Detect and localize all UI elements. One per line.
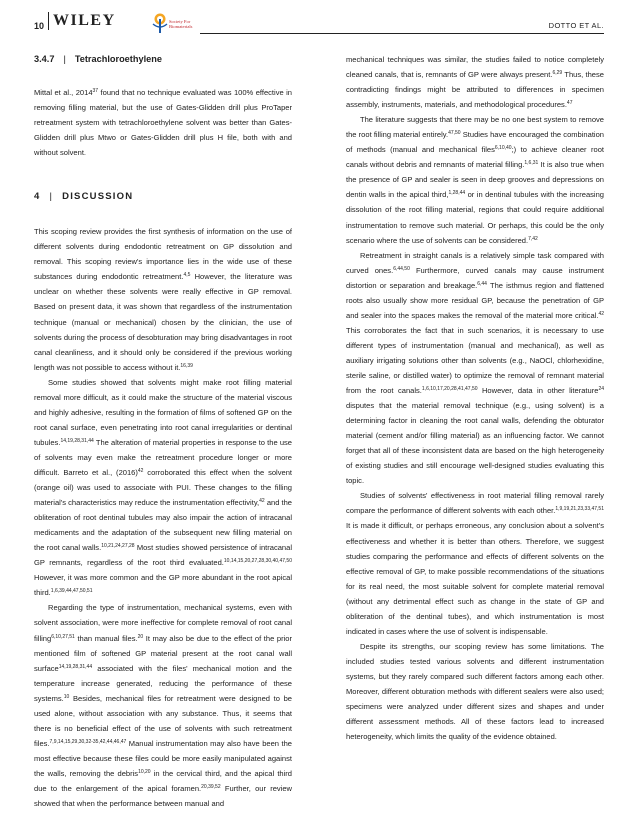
citation-ref: 1,28,44 — [448, 190, 466, 197]
text-run: disputes that the material removal technique (e.g., using solvent) is a determining factor in cleaning the root canal walls, defending the obturator material (cement and/or filling material) as an influencing factor. We cannot forget that all of these inconsistent data are based on the high heterogeneity of existing studies and still encourage well-designed studies evaluating this topic. — [346, 401, 604, 486]
citation-ref: 10,20 — [138, 768, 151, 775]
text-run: The alteration of material properties in response to the use of solvents may even make the retreatment procedure longer or more difficult. Barreto et al., (2016) — [34, 437, 292, 477]
society-logo-text — [169, 19, 192, 29]
text-run: Mittal et al., 2014 — [34, 88, 93, 97]
text-run: corroborated this effect when the solvent (orange oil) was used to associate with PUI. These changes to the filling material's characteristics may reduce the instrumentation effectivity, — [34, 467, 292, 508]
paragraph-continued — [346, 52, 604, 112]
left-column — [34, 52, 292, 811]
society-for-biomaterials-logo — [149, 10, 199, 34]
text-run: Some studies showed that solvents might make root filling material removal more difficult, as it could make the structure of the material viscous and highly adhesive, resulting in the formation of films of softened GP on the root canal surface, even penetrating into root canal irregularities or dentinal tubules. — [34, 377, 292, 447]
text-run: However, the literature was unclear on whether these solvents were really effective in GP removal. Based on present data, it was shown that regardless of the instrumentation technique (manual or mechanical) chosen by the clinician, the use of solvents during the process of desobturation may bring disadvantages in root canal cleanliness, and it should only be considered if the previous working length was not possible to access without it. — [34, 272, 293, 372]
text-run: However, it was more common and the GP more abundant in the root apical third. — [34, 573, 292, 598]
text-run: Studies of solvents' effectiveness in root material filling removal rarely compare the performance of different solvents with each other. — [346, 491, 604, 516]
citation-ref: 1,6,39,44,47,50,51 — [50, 588, 93, 595]
paragraph — [346, 639, 604, 744]
text-run: The isthmus region and flattened roots also usually show more residual GP, because the penetration of GP and sealer into the spaces makes the removal of the material more critical. — [346, 280, 604, 320]
paragraph — [34, 224, 292, 374]
section-number: 3.4.7 — [34, 54, 55, 64]
citation-ref: 37 — [92, 88, 99, 94]
citation-ref: 1,9,19,21,23,33,47,51 — [555, 506, 604, 513]
text-run: However, data in other literature — [477, 386, 599, 396]
page-number: 10 — [34, 21, 45, 31]
citation-ref: 6,44,50 — [393, 265, 410, 272]
section-separator: | — [63, 54, 66, 64]
text-run: Despite its strengths, our scoping review has some limitations. The included studies tested various solvents and different instrumentation systems, but they rarely compared such different factors among each other. Moreover, different obturation methods with different sealers were also used; specimens were analyzed under different sizes and shapes and under different assessment methods. All of these factors lead to increased heterogeneity, which limits the quality of the evidence obtained. — [346, 641, 604, 742]
citation-ref: 6,10,40 — [494, 145, 512, 152]
society-logo-icon — [149, 10, 169, 34]
wiley-wordmark: WILEY — [53, 12, 116, 29]
header-rule — [200, 33, 604, 34]
citation-ref: 47 — [566, 100, 573, 107]
section-title: DISCUSSION — [62, 191, 134, 203]
paragraph — [346, 488, 604, 638]
citation-ref: 7,9,14,15,29,30,32-35,42,44,46,47 — [49, 738, 127, 745]
logo-divider — [48, 12, 49, 30]
citation-ref: 1,6,10,17,20,28,41,47,50 — [421, 386, 478, 393]
text-run: associated with the files' mechanical motion and the temperature increase generated, reducing the performance of these systems. — [34, 663, 292, 703]
citation-ref: 7,42 — [528, 235, 538, 242]
citation-ref: 24 — [598, 386, 604, 393]
text-run: Besides, mechanical files for retreatment were designed to be used alone, without association with any substance. Thus, it seems that there is no beneficial effect of the use of solvents with such retreatment files. — [34, 693, 292, 748]
text-run: Studies have encouraged the combination of methods (manual and mechanical files — [346, 130, 604, 155]
section-heading-3-4-7 — [34, 52, 292, 67]
citation-ref: 1,6,31 — [524, 160, 539, 167]
right-column — [346, 52, 604, 744]
wiley-logo — [48, 12, 116, 36]
text-run: Retreatment in straight canals is a relatively simple task compared with curved ones. — [346, 250, 604, 275]
section-heading-4 — [34, 189, 292, 204]
citation-ref: 10,21,24,27,28 — [101, 543, 135, 550]
text-run: ;) to achieve cleaner root canals without debris and remnants of material filling. — [346, 145, 604, 170]
text-run: in the cervical third, and the apical third due to the enlargement of the apical foramen. — [34, 768, 292, 793]
society-line-1: Society For — [169, 19, 191, 24]
citation-ref: 10 — [63, 693, 70, 700]
citation-ref: 4,5 — [183, 272, 191, 279]
citation-ref: 47,50 — [448, 130, 461, 137]
citation-ref: 42 — [259, 498, 265, 505]
text-run: It is also true when the presence of GP and sealer is seen in deep grooves and depressions on dentin walls in the apical third, — [346, 160, 604, 200]
citation-ref: 42 — [137, 467, 144, 474]
citation-ref: 10,14,15,20,27,28,30,40,47,50 — [223, 558, 292, 565]
text-run: This scoping review provides the first synthesis of information on the use of different solvents during endodontic retreatment on GP dissolution and removal. This scoping review's importance lies in the wide use of these substances during endodontic retreatment. — [34, 227, 292, 282]
paragraph — [34, 375, 292, 601]
text-run: Thus, these contradicting findings might be attributed to differences in specimen assembly, instruments, materials, and methodological procedures. — [346, 70, 604, 110]
page-header — [0, 0, 638, 40]
citation-ref: 20 — [137, 633, 144, 640]
text-run: It is made it difficult, or perhaps erroneous, any conclusion about a solvent's effectiveness and whether it is better than others. Therefore, we suggest studies comparing the performance and effects of different solvents on the effective removal of GP, to make possible recommendations of the situations for its real need, the most suitable solvent for complete material removal (without any detrimental effect such as change in the state of GP and obliteration of the dentinal tubes), and which instrumentation is most indicated in cases where the use of solvent is indispensable. — [346, 521, 604, 636]
text-run: It may also be due to the effect of the prior mentioned film of softened GP material present at the root canal wall surface — [34, 633, 292, 673]
paragraph — [346, 248, 604, 489]
text-run: Furthermore, curved canals may cause instrument distortion or separation and breakage. — [346, 265, 604, 290]
section-separator: | — [49, 191, 54, 203]
society-line-2: Biomaterials — [169, 24, 193, 30]
paragraph — [346, 112, 604, 247]
text-run: found that no technique evaluated was 100% effective in removing filling material, but the use of Gates-Glidden drill plus ProTaper retreatment system with tetrachloroethylene solvent was better than Gates-Glidden drill plus Mtwo or Gates-Glidden drill plus H file, both with and without solvent. — [34, 88, 292, 158]
citation-ref: 6,29 — [552, 70, 563, 77]
text-run: than manual files. — [74, 633, 138, 643]
citation-ref: 16,39 — [180, 362, 193, 369]
citation-ref: 14,19,28,31,44 — [60, 437, 94, 444]
text-run: This corroborates the fact that in such scenarios, it is necessary to use different types of instrumentation (manual and mechanical), as well as auxiliary irrigating solutions other than solvents (e.g., NaOCl, chlorhexidine, sterile saline, or distilled water) to optimize the removal of remnant material from the root canals. — [346, 325, 604, 396]
citation-ref: 42 — [598, 310, 604, 317]
running-head-authors: DOTTO ET AL. — [548, 21, 604, 30]
citation-ref: 20,39,52 — [201, 783, 221, 790]
text-run: and the obliteration of root dentinal tubules may also impair the action of intracanal medicaments and the adaptation of the subsequent new filling material on the root canal walls. — [34, 498, 292, 553]
paragraph — [34, 85, 292, 160]
citation-ref: 6,10,27,51 — [51, 633, 75, 640]
section-number: 4 — [34, 191, 41, 203]
citation-ref: 6,44 — [477, 280, 487, 287]
paragraph — [34, 600, 292, 811]
text-run: or in dentinal tubules with the increasing dissolution of the root filling material, regions that could require additional instrumentation to remove such material. Or perhaps, this could be the only scenario where the use of solvents can be considered. — [346, 190, 604, 245]
citation-ref: 14,19,28,31,44 — [58, 663, 93, 670]
text-run: The literature suggests that there may be no one best system to remove the root filling material entirely. — [346, 115, 604, 140]
text-run: Most studies showed persistence of intracanal GP remnants, regardless of the root third evaluated. — [34, 543, 292, 568]
text-run: Regarding the type of instrumentation, mechanical systems, even with solvent association, were more ineffective for complete removal of root canal filling — [34, 603, 292, 643]
text-run: Manual instrumentation may also have been the most effective because these files could be more easily manipulated against the walls, removing the debris — [34, 738, 292, 778]
section-title: Tetrachloroethylene — [74, 54, 162, 64]
text-run: mechanical techniques was similar, the studies failed to notice completely cleaned canals, that is, remnants of GP were always present. — [346, 55, 604, 80]
text-run: Further, our review showed that when the performance between manual and — [34, 783, 293, 809]
